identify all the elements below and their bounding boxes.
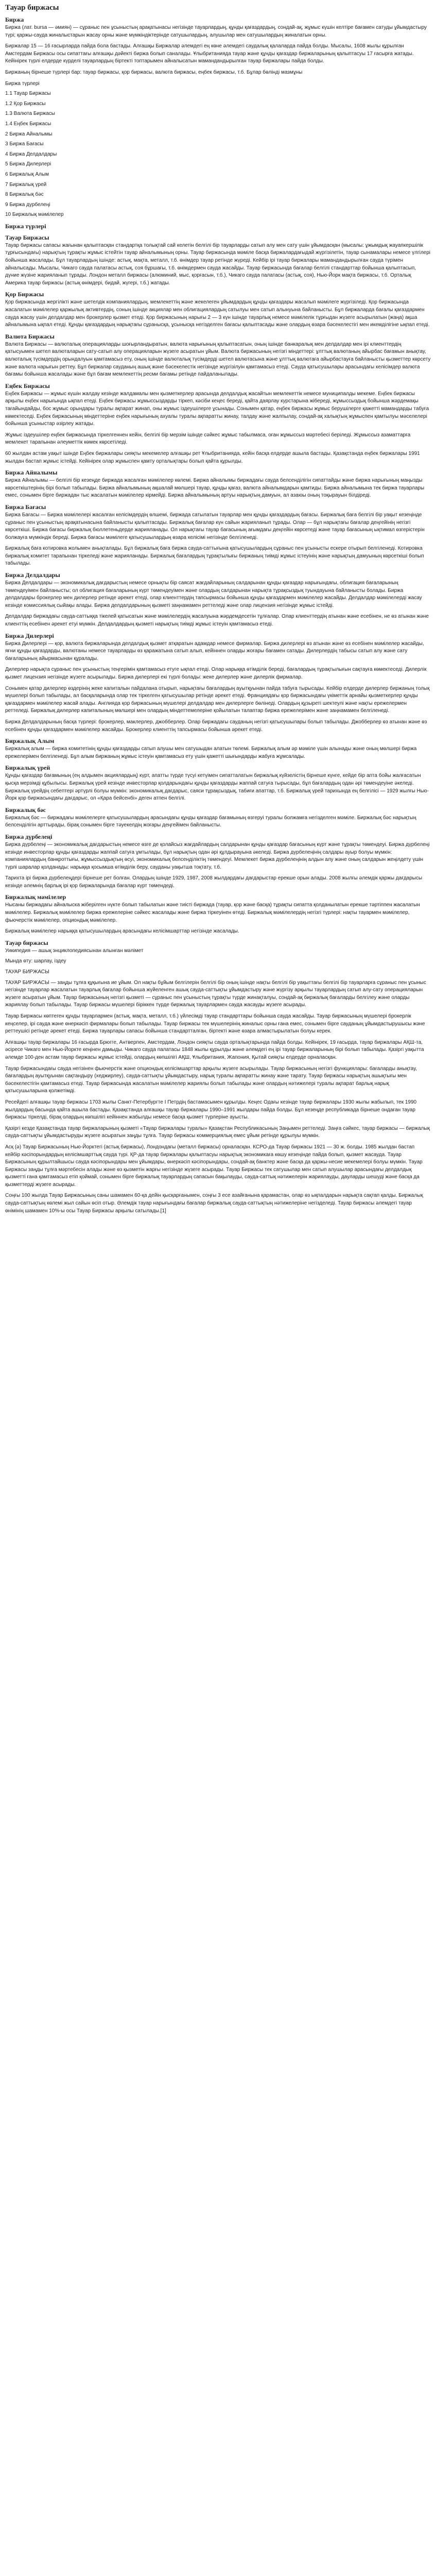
article-abbreviation: ТАУАР БИРЖАСЫ — [5, 969, 49, 975]
source-line: Уикипедия — ашық энциклопедиясынан алынған мәлімет — [5, 947, 144, 954]
section-paragraph: Биржа Делдалдарының басқа түрлері: брокерлер, маклерлер, джобберлер. Олар биржадағы сауданың негізгі қатысушылары болып табылады. Джобберлер өз атынан және өз есебінен құнды қағаздармен мәмілелер жасайды. Брокерлер клиенттің тапсырмасы бойынша әрекет етеді. — [5, 719, 427, 733]
section-paragraph: Биржа Айналымы — белгілі бір кезеңде биржада жасалған мәмілелер көлемі. Биржа айналымы биржадағы сауда белсенділігін сипаттайды және биржа нарығының маңызды көрсеткіштерінің бірі болып табылады. Биржа айналымының ақшалай мөлшері тауар, құнды қағаз, валюта айналымдарын қамтиды. Биржа айналымына тек биржа тауарлары емес, сонымен бірге биржадан тыс жасалатын мәмілелер кірмейді. Биржа айналымының артуы нарықтың дамуын, ал азаюы оның тоқырауын білдіреді. — [5, 478, 425, 499]
toc-link[interactable]: 10 Биржалық мәмілелер — [5, 212, 64, 218]
section-heading: Еңбек Биржасы — [5, 382, 50, 389]
toc-link[interactable]: 7 Биржалық үрей — [5, 181, 47, 188]
tail-paragraph: Асқ (ә) Тауар Биржасының Нью-Йорктегі (астық биржасы), Лондондағы (металл биржасы) орналасқан. КСРО-да Тауар биржасы 1921 — 30 ж. болды. 1985 жылдан бастап кейбір кәсіпорындардың келісімшарттық сауда түрі. ҚР-да тауар биржалары қалыптасуы нарықтық экономикаға көшу кезеңінде пайда болып, қызмет жасауда. Тауар Биржасының құрылтайшысы сауда кәсіпорындары мен ұйымдары, өнеркәсіп кәсіпорындары, сондай-ақ банктер және басқа да қаржы-несие мекемелері болуы мүмкін. Тауар Биржасы заңды тұлға мәртебесін алады және өз қызметін жарғы негізінде жүзеге асырады. Тауар Биржасы тек сатушылар мен сатып алушылар арасындағы делдалдық қызметті ғана қамтамасыз етіп қоймай, сонымен бірге биржалық тауарлардың сапасын бақылауды, сауда-саттық нәтижелерін жариялауды, дауларды шешуді және басқа да қызметтерді жүзеге асырады. — [5, 1144, 423, 1188]
section-paragraph: Жұмыс іздеушілер еңбек биржасында тіркелгеннен кейін, белгілі бір мерзім ішінде сәйкес жұмыс табылмаса, оған жұмыссыз мәртебесі беріледі. Жұмыссыз азаматтарға мемлекет тарапынан әлеуметтік көмек көрсетіледі. — [5, 432, 411, 446]
section-paragraph: Биржа Бағасы — Биржа мәмілелері жасалған келісімдердің өлшемі, биржада сатылатын тауарлар мен құнды қағаздардың бағасы. Биржалық баға белгілі бір уақыт кезеңінде сұраныс пен ұсыныстың арақатынасына байланысты қалыптасады. Биржалық бағалар күн сайын жарияланып тұрады. Олар — бұл нарықтағы бағалар деңгейінің негізгі көрсеткіші. Биржа бағасы биржалық бюллетеньдерде жарияланады. Ол нарықтағы тауар бағасының ағымдағы деңгейін көрсетеді және тауар бағасының ықтимал өзгерістерін болжауға мүмкіндік береді. Биржа бағасы мәмілеге қатысушылардың өзара келісімі негізінде белгіленеді. — [5, 512, 425, 540]
section-paragraph: Биржа дүрбелеңі — экономикалық дағдарыстың немесе өзге де қолайсыз жағдайлардың салдарынан құнды қағаздар бағасының күрт және тұрақты төмендеуі. Биржа дүрбелеңі кезінде инвесторлар құнды қағаздарды жаппай сатуға ұмтылады, бұл нарықтың одан әрі құлдырауына әкеледі. Биржа дүрбелеңінің салдары ауыр болуы мүмкін: компаниялардың банкроттығы, жұмыссыздықтың өсуі, экономикалық белсенділіктің төмендеуі. Мемлекет биржа дүрбелеңінің алдын алу және оның салдарын жеңілдету үшін түрлі шаралар қолданады: нарыққа қосымша өтімділік беру, сауданы уақытша тоқтату, т.б. — [5, 841, 430, 870]
toc-heading: Биржа түрлері — [5, 80, 40, 87]
tail-paragraph: Соңғы 100 жылда Тауар Биржасының саны шамамен 60-қа дейін қысқарғанымен, соңғы 3 есе азайғанына қарамастан, олар өз ықпалдарын нарықта сақтап қалды. Биржалық сауда-саттықтың көлемі жыл сайын өсіп отыр. Әлемдік тауар нарығындағы бағалар биржалық сауда-саттықтың нәтижелеріне негізделеді. Тауар биржасы әлемдегі тауар өнімінің шамамен 10%-ы осы Тауар Биржасы арқылы сатылады.[1] — [5, 1193, 423, 1214]
navigation-hint[interactable]: Мында өту: шарлау, іздеу — [5, 958, 66, 964]
section-paragraph: Нысаны биржадағы айналыска жіберілген нүкте болып табылатын және тиісті биржада (тауар, қор және басқа) тұрақты сипатта қолданылатын ерекше тәртіппен жасалатын мәмілелер. Биржалық мәмілелер биржа ережелеріне сәйкес жасалады және биржа тіркеуінен өтеді. Биржалық мәмілелердің негізгі түрлері: нақты тауармен мәмілелер, фьючерстік мәмілелер, опциондық мәмілелер. — [5, 902, 420, 923]
toc-link[interactable]: 1.3 Валюта Биржасы — [5, 111, 55, 117]
tail-paragraph: Ресейдегі алғашқы тауар биржасы 1703 жылы Санкт-Петербургте I Петрдің бастамасымен құрылды. Кеңес Одағы кезінде тауар биржалары 1930 жылы жабылып, тек 1990 жылдардың басында қайта ашыла бастады. Қазақстанда алғашқы тауар биржалары 1990–1991 жылдары пайда болды. Бұл кезеңде республикада бірнеше ондаған тауар биржасы тіркелді, бірақ олардың көпшілігі кейіннен жабылды немесе басқа қызмет түрлеріне ауысты. — [5, 1099, 417, 1121]
toc-link[interactable]: 1.4 Еңбек Биржасы — [5, 121, 51, 127]
section-paragraph: Биржалық баға котировка жолымен анықталады. Бұл биржалық баға биржа сауда-саттығына қатысушылардың сұраныс пен ұсынысты ескере отырып белгіленеді. Котировка биржалық комитет тарапынан тіркеледі және жарияланады. Биржалық бағалардың тұрақтылығы биржаның тиімді жұмыс істеуінің және нарықтың дамуының көрсеткіші болып табылады. — [5, 546, 424, 567]
tail-paragraph: Тауар биржасындағы сауда негізінен фьючерстік және опциондық келісімшарттар арқылы жүзеге асырылады. Тауар биржасының негізгі функциялары: бағаларды анықтау, бағалардың ауытқуынан сақтандыру (хеджирлеу), сауда-саттықты ұйымдастыру, нарық туралы ақпаратты жинау және тарату. Тауар биржасы нарықтың ашықтығы мен бәсекелестігін қамтамасыз етеді. Тауар биржасында жасалатын мәмілелер жариялы болып табылады және олардың нәтижелері туралы ақпарат барлық нарық қатысушыларына қолжетімді. — [5, 1065, 417, 1094]
section-paragraph: Құнды қағаздар бағамының (ең алдымен акциялардың) күрт, апатты түрде түсуі кетүімен сипатталатын биржалық күйзелістің бірнеше күнге, кейде бір апта бойы жалғасатын қысқа мерзімді құбылысы. Биржалық үрей кезінде инвесторлар қолдарындағы құнды қағаздарды жаппай сатуға тырысады, бұл бағалардың одан әрі төмендеуіне әкеледі. Биржалық үрейдің себептері әртүрлі болуы мүмкін: экономикалық дағдарыс, саяси тұрақсыздық, табиғи апаттар, т.б. Биржалық үрей тарихында ең белгілісі — 1929 жылғы Нью-Йорк қор биржасындағы дағдарыс, ол «Қара бейсенбі» деген атпен белгілі. — [5, 773, 429, 802]
section-heading: Биржалық Алым — [5, 737, 55, 745]
page-title: Тауар биржасы — [5, 4, 59, 12]
section-paragraph: Биржа Дилерлері — қор, валюта биржаларында делдалдық қызмет атқаратын адамдар немесе фирмалар. Биржа дилерлері өз атынан және өз есебінен мәмілелер жасайды, яғни құнды қағаздарды, валютаны немесе тауарларды өз қаражатына сатып алып, кейіннен оларды жоғары бағамен сатады. Дилерлердің табысы сатып алу және сату бағаларының айырмасынан құралады. — [5, 640, 424, 662]
section-heading: Қор Биржасы — [5, 291, 44, 298]
section-heading: Биржа түрлері — [5, 222, 46, 230]
toc-link[interactable]: 4 Биржа Делдалдары — [5, 151, 57, 157]
section-heading: Биржа Бағасы — [5, 503, 46, 511]
section-paragraph: 60 жылдан астам уақыт ішінде Еңбек биржалары сияқты мекемелер алғашқы рет Ұлыбританияда, кейін басқа елдерде ашыла бастады. Қазақстанда еңбек биржалары 1991 жылдан бастап жұмыс істейді. Кейінірек олар жұмыспен қамту орталықтары болып қайта құрылды. — [5, 450, 420, 464]
tail-paragraph: Тауар Биржасы көптеген құнды тауарлармен (астық, мақта, металл, т.б.) үйлесімді тауар стандарттары бойынша сауда жасайды. Тауар биржасының мүшелері брокерлік кеңселер, ірі сауда және өнеркәсіп фирмалары болып табылады. Тауар биржасы тек мүшелерінің жиналыс орны ғана емес, сонымен бірге сауданың ұйымдастырушысы және реттеушісі ретінде әрекет етеді. Биржа тауарлары сапасы бойынша стандартталған, біртекті және өзара алмастырылатын болуы керек. — [5, 1013, 425, 1035]
tail-paragraph: Қазіргі кезде Қазақстанда тауар биржаларының қызметі «Тауар биржалары туралы» Қазақстан Республикасының Заңымен реттеледі. Заңға сәйкес, тауар биржасы — биржалық сауда-саттықты ұйымдастыруды жүзеге асыратын заңды тұлға. Тауар биржасы коммерциялық емес ұйым ретінде құрылуы мүмкін. — [5, 1125, 430, 1139]
intro-paragraph-3: Биржаның бірнеше түрлері бар: тауар биржасы, қор биржасы, валюта биржасы, еңбек биржасы, т.б. Бұлар бөлінді мазмұны — [5, 69, 303, 75]
section-heading: Валюта Биржасы — [5, 332, 55, 340]
section-paragraph: Биржа Делдалдары — экономикалық дағдарыстың немесе орнықты бір саясат жағдайларының салдарынан құнды қағаздар нарығындағы, облигация бағаларының төмендеуімен байланысты; ол облигация бағаларының күрт төмендеуімен және олардың салдарынан нарықта тұрақсыздық туындауына байланысты болады. Биржа делдалдары брокерлер мен дилерлер ретінде әрекет етеді, олар клиенттердің тапсырмасы бойынша құнды қағаздармен мәмілелер жасайды. Делдалдар мәмілелерді жасау кезінде комиссиялық сыйақы алады. Биржа делдалдарының қызметі заңнамамен реттеледі және олар лицензия негізінде жұмыс істейді. — [5, 580, 422, 608]
table-of-contents — [5, 80, 431, 219]
toc-link[interactable]: 3 Биржа Бағасы — [5, 141, 44, 147]
section-heading: Биржалық мәмілелер — [5, 893, 66, 901]
toc-link[interactable]: 2 Биржа Айналымы — [5, 131, 53, 137]
toc-link[interactable]: 6 Биржалық Алым — [5, 171, 49, 177]
toc-link[interactable]: 1.2 Қор Биржасы — [5, 100, 46, 107]
section-heading: Биржалық үрей — [5, 764, 50, 772]
footer-spacer — [5, 1218, 431, 1219]
tail-paragraph: ТАУАР БИРЖАСЫ — заңды тұлға құқығына ие ұйым. Ол нақты бұйым белгілерін белгілі бір оның ішінде нақты белгілі бір уақыттағы белгілі бір тауарларға сұраныс пен ұсыныс негізінде тауарлар жасалатын тауарлық бағалар бойынша жүйеленген ашық сауда-саттықты ұйымдастыру және жүргізу арқылы тауарлардың сатып алу-сату операцияларын жүзеге асыратын ұйым. Тауар биржасының негізгі қызметі — сұраныс пен ұсыныстың тұрақты түрде жинақталуы, сондай-ақ биржалық бағаларды белгілеу және оларды жариялау болып табылады. Тауар биржасы мүшелері біріккен түрде биржалық тауарлармен сауда жасауды жүзеге асырады. — [5, 979, 426, 1008]
section-paragraph: Биржалық алым — биржа комитетінің құнды қағаздарды сатып алушы мен сатушыдан алатын төлемі. Биржалық алым әр мәміле үшін алынады және оның мөлшері биржа ережелерімен белгіленеді. Бұл алым биржаның жұмыс істеуін қамтамасыз ету үшін қажетті шығындарды жабуға жұмсалады. — [5, 746, 417, 759]
section-paragraph: Сонымен қатар дилерлер өздерінің жеке капиталын пайдалана отырып, нарықтағы бағалардың ауытқуынан пайда табуға тырысады. Кейбір елдерде дилерлер биржаның толық мүшелері болып табылады, ал басқаларында олар тек тіркелген қатысушылар ретінде әрекет етеді. Франциядағы қор биржасындағы үкіметтік арнайы қызметкерлер құнды қағаздармен мәмілелер жасай алады. Англияда қор биржасының мүшелері делдалдар мен дилерлерге бөлінеді. Олардың құзыреті шектеулі және нақты ережелермен реттеледі. Биржалық дилерлер капиталының мөлшері мен олардың міндеттемелеріне қойылатын талаптар биржа ережелерімен және заңнамамен белгіленеді. — [5, 685, 430, 714]
section-paragraph: Еңбек Биржасы — жұмыс күшін жалдау кезінде жалдамалы мен қызметкерлер арасында делдалдық жасайтын мемлекеттік немесе муниципалды мекеме. Еңбек биржасы арқылы еңбек нарығында ықпал етеді. Еңбек биржасы жұмыссыздарды тіркеп, кәсіби кеңес береді, қайта даярлау курстарына жібереді, жұмыссыздық бойынша жәрдемақы тағайындайды, бос жұмыс орындары туралы ақпарат жинап, оны жұмыс іздеушілерге ұсынады. Сонымен қатар, еңбек биржасы жұмыс берушілерге қажетті мамандарды табуға көмектеседі. Еңбек биржасының міндеттеріне еңбек нарығының ахуалы туралы ақпаратты жинау, талдау және жалпылау, сондай-ақ халықтың жұмыспен қамтылуы мәселелері бойынша ұсыныстар әзірлеу жатады. — [5, 391, 429, 427]
section-paragraph: Биржалық мәмілелер нарыққа қатысушылардың арасындағы келісімшарттар негізінде жасалады. — [5, 928, 239, 935]
section-paragraph: Биржалық бәс — биржадағы мәмілелерге қатысушылардың арасындағы құнды қағаздар бағамының өзгеруі туралы болжамға негізделген мәміле. Биржалық бәс нарықтың белсенділігін арттырады, бірақ сонымен бірге тәуекелдің жоғары деңгейімен байланысты. — [5, 815, 416, 828]
section-heading: Тауар Биржасы — [5, 233, 49, 241]
intro-label: Биржа — [5, 16, 24, 23]
tail-paragraph: Алғашқы тауар биржалары 16 ғасырда Брюгге, Антверпен, Амстердам, Лондон сияқты сауда орталықтарында пайда болды. Кейінірек, 19 ғасырда, тауар биржалары АҚШ-та, әсіресе Чикаго мен Нью-Йоркте кеңінен дамыды. Чикаго сауда палатасы 1848 жылы құрылды және әлемдегі ең ірі тауар биржаларының бірі болып табылады. Қазіргі уақытта әлемде 100-ден астам тауар биржасы жұмыс істейді, олардың көпшілігі АҚШ, Ұлыбритания, Жапония, Қытай сияқты елдерде орналасқан. — [5, 1039, 424, 1060]
toc-link[interactable]: 5 Биржа Дилерлері — [5, 161, 51, 167]
section-heading: Тауар биржасы — [5, 939, 48, 946]
section-paragraph: Тарихта ірі биржа дүрбелеңдері бірнеше рет болған. Олардың ішінде 1929, 1987, 2008 жылдардағы дағдарыстар ерекше орын алады. 2008 жылғы әлемдік қаржы дағдарысы кезінде әлемнің барлық ірі қор биржаларында бағалар күрт төмендеді. — [5, 875, 423, 889]
toc-link[interactable]: 8 Биржалық бәс — [5, 192, 44, 198]
toc-link[interactable]: 1.1 Тауар Биржасы — [5, 91, 51, 97]
section-heading: Биржа Айналымы — [5, 469, 58, 477]
section-heading: Биржа дүрбелеңі — [5, 833, 53, 840]
section-paragraph: Қор биржасында жергілікті және шетелдік компаниялардың, мемлекеттің және жекелеген ұйымдардың құнды қағаздары жасалып мәмілеге жүргізіледі. Қор биржасында жасалатын мәмілелер қаржылық активтердің, соның ішінде акциялар мен облигациялардың сатылуы мен сатып алынуына байланысты. Бұл биржаларда бағалы қағаздармен сауда жасау үшін делдалдар мен брокерлер қызмет етеді. Қор биржасының нарығы 2 — 3 күн ішінде тауарлық немесе мәмілелік тұрғыдан жүзеге асырылатын (жаңа) ақша айналымына ықпал етеді. Құнды қағаздардың нарықтағы сұранысқа, ұсынысқа негізделген бағасы қалыптасады және олардың өзара бәсекелестігі мен икемділігіне ықпал етеді. — [5, 299, 430, 328]
intro-paragraph-1: Биржа (лат. bursa — әмиян) — сұраныс пен ұсыныстың арақатынасы негізінде тауарлардың, құнды қағаздардың, сондай-ақ, жұмыс күшін келтіре бағамен сатуды ұйымдастыру түрі; қаржы-сауда жиналыстарын жасау орны және мүмкіндіктерінде сатушылардың, алушылар мен сатушылардың жиналатын орны. — [5, 25, 427, 38]
intro-paragraph-2: Биржалар 15 — 16 ғасырларда пайда бола бастады. Алғашқы Биржалар әлемдегі ең көне әлемдегі саудалық қалаларда пайда болды. Мысалы, 1608 жылы құрылған Амстердам Биржасы осы сипаттағы алғашқы дәйекті биржа болып саналады. Ұлыбританияда тауар және құнды қағаздар биржаларының қалыптасуы 17 ғасырға жатады. Кейінірек түрлі елдерде күрделі тауарлардың біртекті топтарымен айналысатын мамандандырылған тауар биржалары пайда болды. — [5, 43, 414, 64]
article — [0, 0, 436, 1219]
section-paragraph: Дилерлер нарықта сұраныс пен ұсыныстың теңгерімін қамтамасыз етуге ықпал етеді. Олар нарыққа өтімділік береді, бағалардың тұрақтылығын сақтауға көмектеседі. Дилерлік қызмет лицензия негізінде жүзеге асырылады. Биржа дилерлері екі түрлі болады: жеке дилерлер және дилерлік фирмалар. — [5, 667, 427, 680]
article-sections — [5, 223, 431, 947]
toc-link[interactable]: 9 Биржа дүрбелеңі — [5, 201, 50, 208]
section-paragraph: Делдалдар биржадағы сауда-саттыққа тікелей қатысатын және мәмілелердің жасалуына жәрдемдесетін тұлғалар. Олар клиенттердің атынан және есебінен, не өз атынан және клиенттің есебінен әрекет етуі мүмкін. Делдалдардың қызметі нарықтың тиімді жұмыс істеуін қамтамасыз етеді. — [5, 614, 429, 628]
section-heading: Биржа Дилерлері — [5, 632, 54, 639]
section-heading: Биржалық бәс — [5, 806, 46, 814]
section-paragraph: Валюта Биржасы — валюталық операцияларды шоғырландыратын, валюта нарығының қалыптасатын, оның ішінде банкаралық мен делдалдар мен ірі клиенттердің қатысуымен шетел валюталарын сату-сатып алу операцияларын жүзеге асыратын ұйым. Валюта биржасының негізгі міндеттері: ұлттық валютаның айырбас бағамын анықтау, валюталық түсімдердің орындалуын қамтамасыз ету, оның ішінде валюталық түсімдерді шетел валютасына және ұлттық валютаға айырбастауға байланысты қызметтер көрсету және валюта нарығын реттеу. Бұл биржалар сауданың ашық және бәсекелестік негізінде жүргізілуін қамтамасыз етеді. Сауда қатысушылары арасындағы келісімдер валюта бағамы бойынша жасалады және бұл бағам мемлекеттің ресми бағамы ретінде пайдаланылады. — [5, 341, 431, 378]
section-heading: Биржа Делдалдары — [5, 571, 60, 579]
section-paragraph: Тауар биржасы сапасы жағынан қалыптасқан стандартқа толықтай сай келетін белгілі бір тауарларды сатып алу мен сату үшін ұйымдасқан (мысалы: ұжымдық жауапкершілік тұрғысындағы) нарықтың тұрақты жұмыс істейтін тауар айналымының орны. Тауар биржасында мәміле басқа биржалардағыдай жүргізілетін, тауар сынамалары немесе үлгілері бойынша жасалады. Бұл тауарлардың ішінде: астық, мақта, металл, т.б. өнімдер тауар ретінде жүреді. Кейбір ірі тауар биржалары мамандандырылған сауда түрімен айналысады. Мысалы, Чикаго сауда палатасы астық, соя бұршағы, т.б. өнімдермен сауда жасайды. Тауар биржасында бағалар белгілі стандарттар бойынша қалыптасып, дүние жүзіне жарияланып тұрады. Лондон металл биржасы (алюминий, мыс, қорғасын, т.б.), Чикаго сауда палатасы (астық, соя), Нью-Йорк мақта биржасы, т.б. Орталық Америка тауар биржасы (астық өнімдері, бидай, жүгері, т.б.) жатады. — [5, 242, 431, 286]
article-tail — [5, 979, 431, 1215]
